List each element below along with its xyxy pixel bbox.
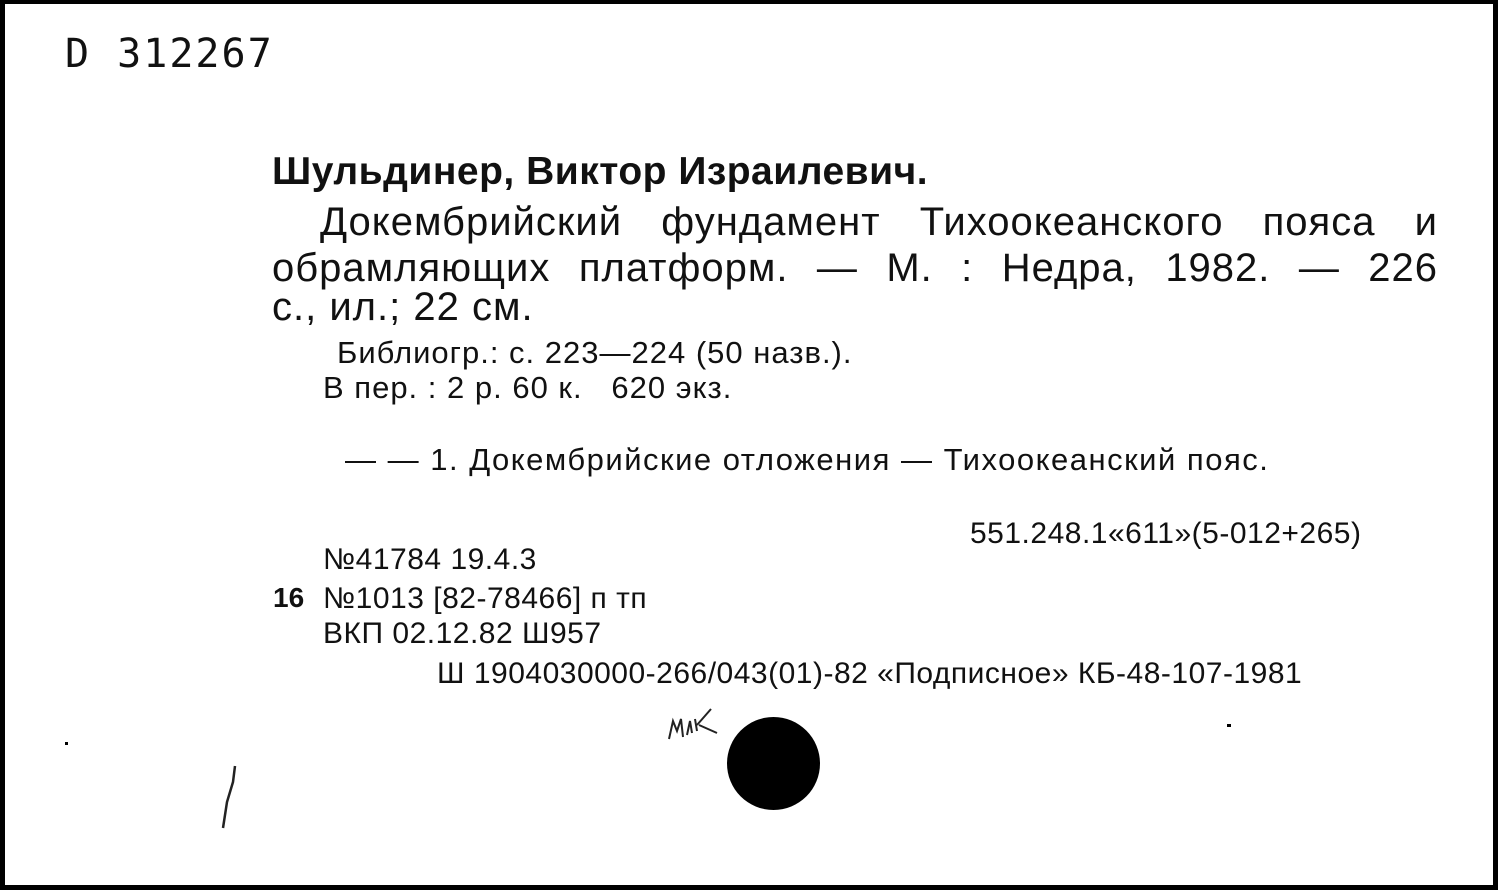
title-word: 1982.	[1165, 246, 1271, 290]
title-word: :	[961, 246, 974, 290]
title-line-1	[320, 202, 1438, 242]
vkp-line: ВКП 02.12.82 Ш957	[323, 617, 602, 650]
number-16-label: 16	[273, 582, 305, 613]
title-word: Тихоокеанского	[919, 200, 1224, 244]
handwritten-initials-mark	[665, 699, 725, 744]
pencil-slash-mark	[213, 762, 243, 832]
title-word: М.	[886, 246, 933, 290]
title-word: обрамляющих	[272, 246, 551, 290]
record-number-2: №1013 [82-78466] п тп	[323, 582, 648, 615]
title-word: —	[1298, 246, 1340, 290]
author-heading: Шульдинер, Виктор Израилевич.	[272, 150, 929, 193]
title-line-3: с., ил.; 22 см.	[272, 285, 534, 329]
price-note: В пер. : 2 р. 60 к. 620 экз.	[323, 370, 733, 405]
title-word: Недра,	[1001, 246, 1137, 290]
speck-mark	[65, 742, 68, 745]
bibliography-note: Библиогр.: с. 223—224 (50 назв.).	[337, 335, 853, 370]
classification-code: Ш 1904030000-266/043(01)-82 «Подписное» КБ-48-107-1981	[437, 657, 1303, 690]
udc-code: 551.248.1«611»(5-012+265)	[970, 517, 1362, 550]
title-line-2	[272, 248, 1438, 288]
title-word: фундамент	[661, 200, 881, 244]
title-word: —	[816, 246, 858, 290]
title-word: и	[1414, 200, 1438, 244]
subject-heading: — — 1. Докембрийские отложения — Тихоокеанский пояс.	[345, 442, 1270, 477]
title-word: 226	[1368, 246, 1438, 290]
title-word: Докембрийский	[320, 200, 623, 244]
title-word: платформ.	[578, 246, 789, 290]
punched-hole-mark	[727, 717, 820, 810]
record-number-1: №41784 19.4.3	[323, 543, 537, 576]
call-number: D 312267	[65, 31, 274, 77]
title-word: пояса	[1262, 200, 1376, 244]
speck-mark	[1227, 724, 1231, 727]
